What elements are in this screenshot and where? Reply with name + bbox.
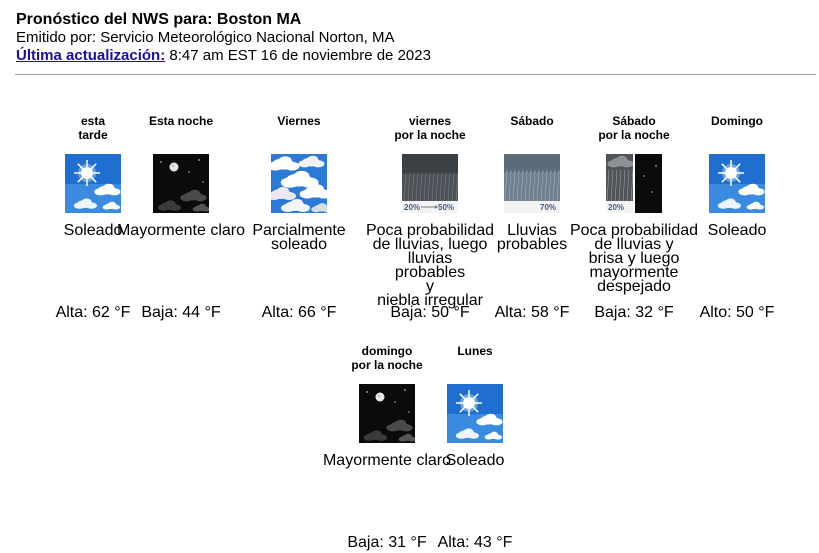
period-description-line: mayormente despejado xyxy=(589,264,679,295)
period-description xyxy=(113,224,249,238)
last-updated-link[interactable]: Última actualización: xyxy=(16,47,166,64)
period-name-line: domingo xyxy=(361,344,413,358)
period-description-line: probables xyxy=(394,264,466,281)
period-description xyxy=(407,454,543,468)
period-name-line: Lunes xyxy=(457,344,493,358)
period-temperature: Alta: 66 °F xyxy=(261,304,337,321)
period-description-line: Poca probabilidad xyxy=(365,222,495,239)
period-name-line: por la noche xyxy=(598,128,670,142)
period-description-line: Parcialmente soleado xyxy=(252,222,346,253)
period-description-line: Mayormente claro xyxy=(116,222,246,239)
sunny-icon[interactable] xyxy=(447,384,503,443)
last-updated-value: 8:47 am EST 16 de noviembre de 2023 xyxy=(165,47,431,64)
rain-showers-icon[interactable] xyxy=(504,154,560,213)
period-description-line: Soleado xyxy=(707,222,767,239)
period-name-line: Sábado xyxy=(612,114,656,128)
period-temperature: Baja: 31 °F xyxy=(347,534,427,551)
period-description-line: Lluvias xyxy=(507,222,557,239)
clear-night-icon[interactable] xyxy=(153,154,209,213)
period-description-line: probables xyxy=(496,236,568,253)
period-name xyxy=(113,114,249,128)
svg-text:20%: 20% xyxy=(404,203,421,212)
period-description-line: de lluvias, luego lluvias xyxy=(372,236,488,267)
period-description xyxy=(669,224,805,238)
partly-sunny-icon[interactable] xyxy=(271,154,327,213)
period-name-line: tarde xyxy=(78,128,108,142)
period-temperature: Baja: 44 °F xyxy=(141,304,221,321)
sunny-icon[interactable] xyxy=(65,154,121,213)
page-title: Pronóstico del NWS para: Boston MA xyxy=(16,11,302,28)
period-name-line: Sábado xyxy=(510,114,554,128)
period-name-line: esta xyxy=(80,114,106,128)
period-temperature: Alta: 62 °F xyxy=(55,304,131,321)
period-description xyxy=(231,224,367,252)
showers-then-clear-icon[interactable] xyxy=(606,154,662,213)
forecast-header xyxy=(16,10,431,65)
period-name xyxy=(669,114,805,128)
period-temperature: Alta: 43 °F xyxy=(437,534,513,551)
period-temperature: Baja: 32 °F xyxy=(594,304,674,321)
svg-text:70%: 70% xyxy=(540,203,557,212)
period-name-line: por la noche xyxy=(394,128,466,142)
period-name-line: Domingo xyxy=(711,114,763,128)
period-name-line: Esta noche xyxy=(148,114,214,128)
period-temperature: Alto: 50 °F xyxy=(699,304,775,321)
period-description-line: brisa y luego xyxy=(588,250,680,267)
rain-fog-icon[interactable] xyxy=(402,154,458,213)
period-name xyxy=(407,344,543,358)
clear-night-icon[interactable] xyxy=(359,384,415,443)
last-updated xyxy=(16,47,431,65)
period-description-line: y xyxy=(426,278,434,295)
period-name xyxy=(231,114,367,128)
divider xyxy=(15,74,816,75)
period-name-line: Viernes xyxy=(277,114,321,128)
svg-text:20%: 20% xyxy=(608,203,625,212)
period-description-line: de lluvias y xyxy=(594,236,674,253)
period-temperature: Baja: 50 °F xyxy=(390,304,470,321)
period-description-line: niebla irregular xyxy=(377,292,483,309)
period-description-line: Poca probabilidad xyxy=(569,222,699,239)
period-name-line: por la noche xyxy=(351,358,423,372)
period-temperature: Alta: 58 °F xyxy=(494,304,570,321)
period-description-line: Soleado xyxy=(445,452,505,469)
period-name-line: viernes xyxy=(408,114,452,128)
period-description-line: Mayormente claro xyxy=(322,452,452,469)
issued-by: Emitido por: Servicio Meteorológico Nacional Norton, MA xyxy=(16,29,395,46)
period-description-line: Soleado xyxy=(63,222,123,239)
svg-text:50%: 50% xyxy=(438,203,455,212)
sunny-icon[interactable] xyxy=(709,154,765,213)
